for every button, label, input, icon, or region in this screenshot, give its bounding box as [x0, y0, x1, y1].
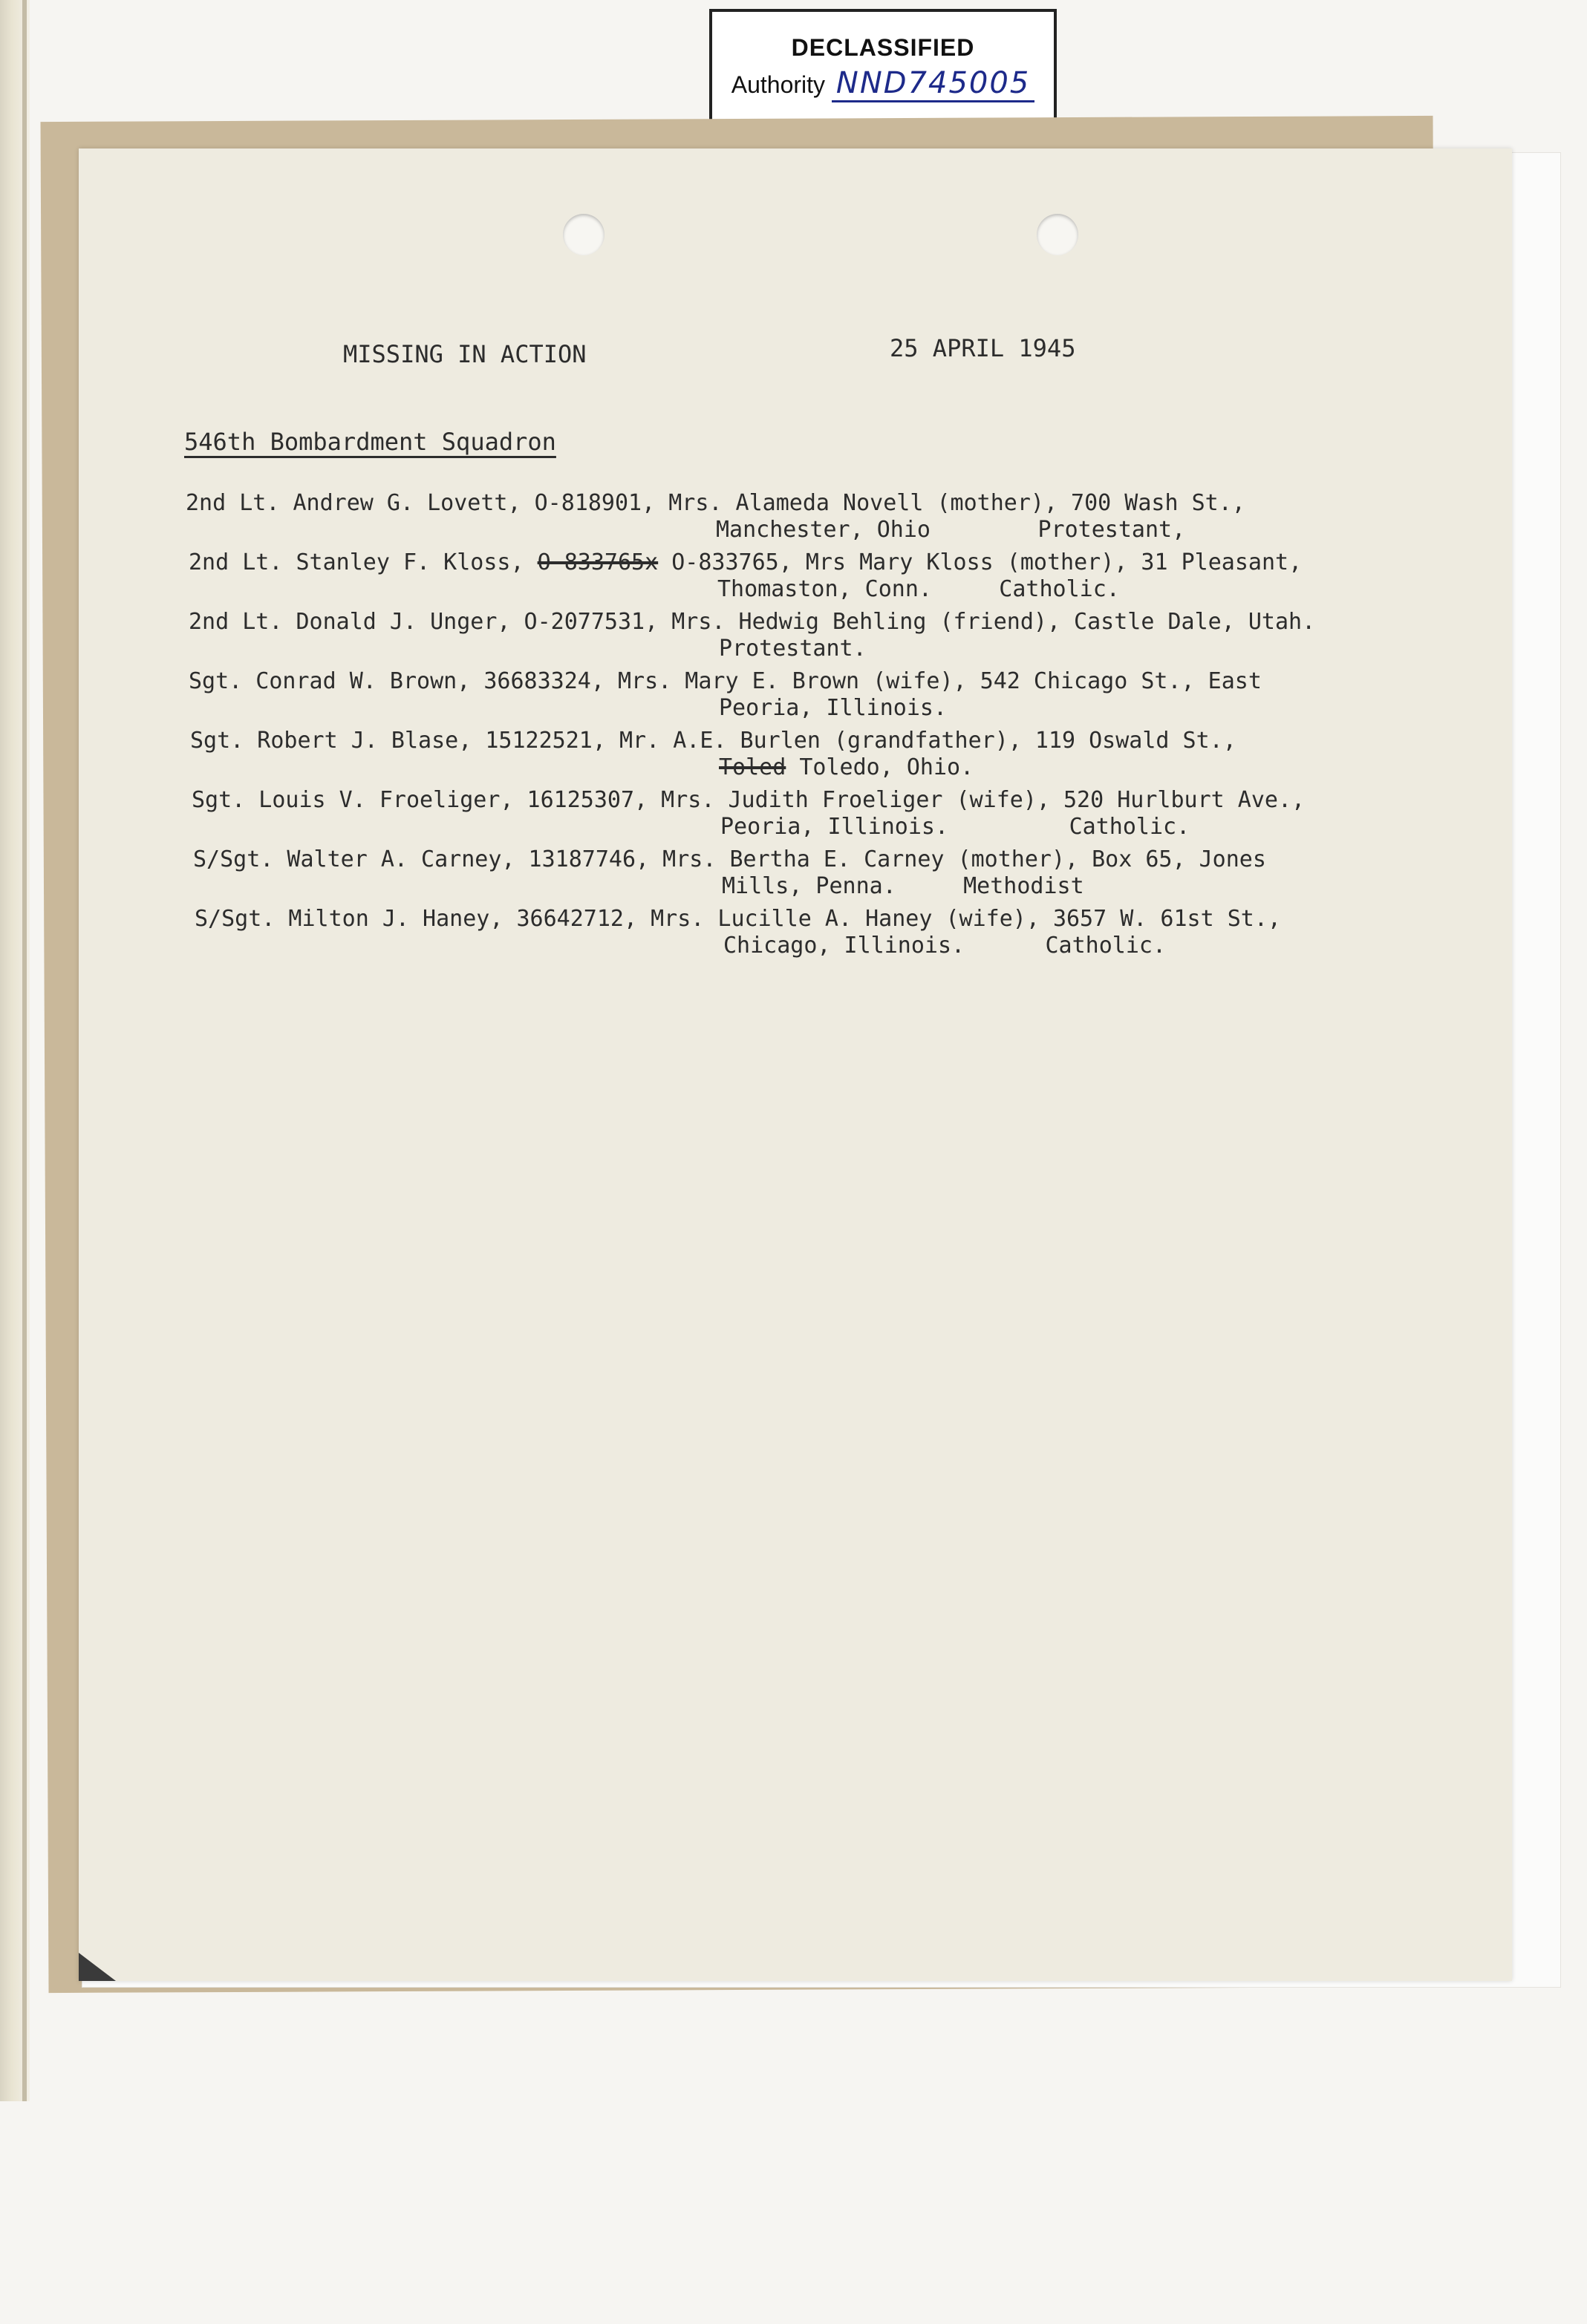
punch-hole-left — [563, 214, 605, 255]
unit-name: 546th Bombardment Squadron — [184, 428, 556, 456]
entry-line-1: Sgt. Louis V. Froeliger, 16125307, Mrs. Judith Froeliger (wife), 520 Hurlburt Ave., — [192, 787, 1306, 813]
entry-line-2: Chicago, Illinois. Catholic. — [723, 933, 1167, 959]
document-date: 25 APRIL 1945 — [890, 334, 1076, 362]
entry-line-2: Peoria, Illinois. Catholic. — [720, 814, 1190, 840]
punch-hole-right — [1037, 214, 1078, 255]
stamp-authority-row — [712, 66, 1054, 100]
entry-line-1: 2nd Lt. Donald J. Unger, O-2077531, Mrs. Hedwig Behling (friend), Castle Dale, Utah. — [189, 609, 1316, 635]
entry-line-1: S/Sgt. Walter A. Carney, 13187746, Mrs. Bertha E. Carney (mother), Box 65, Jones — [193, 846, 1266, 872]
entry-line-2: Peoria, Illinois. — [719, 695, 948, 721]
stamp-authority-value: NND745005 — [832, 66, 1034, 102]
entry-line-1: Sgt. Conrad W. Brown, 36683324, Mrs. Mary E. Brown (wife), 542 Chicago St., East — [189, 668, 1262, 694]
struck-text: O-833765x — [537, 549, 659, 575]
document-heading: MISSING IN ACTION — [343, 340, 587, 368]
entry-line-1: S/Sgt. Milton J. Haney, 36642712, Mrs. Lucille A. Haney (wife), 3657 W. 61st St., — [195, 906, 1281, 932]
stamp-authority-label: Authority — [731, 71, 826, 98]
document-page — [79, 148, 1512, 1981]
struck-text: Toled — [719, 754, 786, 780]
entry-line-2: Mills, Penna. Methodist — [722, 873, 1084, 899]
entry-text: Toledo, Ohio. — [786, 754, 974, 780]
entry-line-1: 2nd Lt. Andrew G. Lovett, O-818901, Mrs. Alameda Novell (mother), 700 Wash St., — [186, 490, 1245, 516]
declassified-stamp — [709, 9, 1057, 131]
entry-line-1: Sgt. Robert J. Blase, 15122521, Mr. A.E. Burlen (grandfather), 119 Oswald St., — [190, 728, 1236, 754]
entry-line-2: Manchester, Ohio Protestant, — [716, 517, 1186, 543]
binder-line — [22, 0, 27, 2101]
stamp-title: DECLASSIFIED — [791, 34, 975, 61]
entry-text: 2nd Lt. Stanley F. Kloss, — [189, 549, 538, 575]
entry-line-2 — [719, 754, 974, 780]
entry-line-2: Thomaston, Conn. Catholic. — [717, 576, 1120, 602]
entry-line-1 — [189, 549, 1302, 575]
folded-corner — [79, 1953, 116, 1981]
entry-text: O-833765, Mrs Mary Kloss (mother), 31 Pleasant, — [658, 549, 1303, 575]
entry-line-2: Protestant. — [719, 636, 867, 662]
